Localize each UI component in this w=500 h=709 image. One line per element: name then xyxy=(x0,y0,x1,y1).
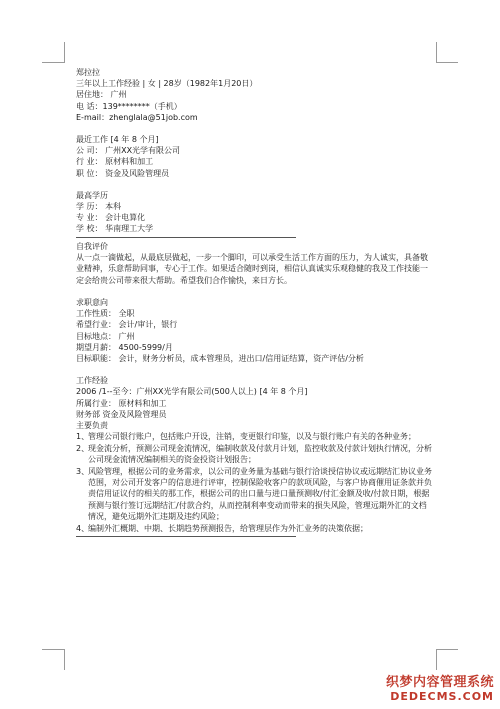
recent-industry: 行 业： 原材料和加工 xyxy=(76,157,154,167)
recent-company: 公 司： 广州XX光学有限公司 xyxy=(76,146,181,156)
crop-mark xyxy=(436,649,437,670)
duty-text: 编制外汇概期、中期、长期趋势预测报告，给管理层作为外汇业务的决策依据； xyxy=(88,523,368,533)
intent-industry: 希望行业： 会计/审计，银行 xyxy=(76,320,178,330)
crop-mark xyxy=(42,649,64,650)
intent-function: 目标职能： 会计，财务分析员，成本管理员，进出口/信用证结算，资产评估/分析 xyxy=(76,354,364,364)
crop-mark xyxy=(436,62,458,63)
duty-text: 风险管理，根据公司的业务需求，以公司的业务量为基础与银行洽谈授信协议或远期结汇协议业务范围，对公司开发客户的信息进行评审，控制保险收客户的款项风险，与客户协商催用证条款并负责信用证议付的相关的那工作，根据公司的出口量与进口量预测收/付汇金额及收/付款日期，根据预测与银行签订远期结汇/付款合约，从而控制利率变动而带来的损失风险，管理远期外汇的文档情况，避免远期外汇违期及违约风险； xyxy=(88,466,432,522)
watermark-line1: 织梦内容管理系统 xyxy=(385,675,494,690)
intent-salary: 期望月薪： 4500-5999/月 xyxy=(76,342,173,352)
experience-period: 2006 /1--至今：广州XX光学有限公司(500人以上) [4 年 8 个月] xyxy=(76,387,308,397)
recent-job-heading: 最近工作 [4 年 8 个月] xyxy=(76,135,159,145)
intent-type: 工作性质： 全职 xyxy=(76,309,135,319)
residence: 居住地： 广州 xyxy=(76,90,127,100)
duty-number: 1、 xyxy=(76,432,90,442)
watermark xyxy=(386,671,494,703)
duty-number: 3、 xyxy=(76,466,90,476)
crop-mark xyxy=(436,649,458,650)
duty-item xyxy=(76,431,432,442)
recent-position: 职 位： 资金及风险管理员 xyxy=(76,168,170,178)
duty-text: 现金流分析，预测公司现金流情况，编制收款及付款月计划，监控收款及付款计划执行情况，分析公司现金流情况编制相关的资金投资计划报告； xyxy=(88,443,432,465)
duty-text: 管理公司银行账户，包括账户开设，注销，变更银行印鉴，以及与银行账户有关的各种业务； xyxy=(88,432,416,442)
experience-heading: 工作经验 xyxy=(76,376,108,386)
duty-item xyxy=(76,523,432,534)
candidate-summary: 三年以上工作经验 | 女 | 28岁（1982年1月20日） xyxy=(76,79,258,89)
crop-mark xyxy=(42,62,64,63)
education-degree: 学 历： 本科 xyxy=(76,202,122,212)
duties-heading: 主要负责 xyxy=(76,421,108,431)
experience-industry: 所属行业： 原材料和加工 xyxy=(76,398,167,408)
experience-dept: 财务部 资金及风险管理员 xyxy=(76,409,167,419)
duty-number: 4、 xyxy=(76,523,90,533)
duty-number: 2、 xyxy=(76,443,90,453)
education-major: 专 业： 会计电算化 xyxy=(76,213,146,223)
crop-mark xyxy=(64,42,65,63)
self-eval-heading: 自我评价 xyxy=(76,241,108,251)
education-heading: 最高学历 xyxy=(76,190,108,200)
duty-item xyxy=(76,443,432,466)
intent-location: 目标地点： 广州 xyxy=(76,331,135,341)
duty-item xyxy=(76,466,432,523)
section-divider xyxy=(76,536,296,537)
candidate-name: 郑拉拉 xyxy=(76,68,100,77)
crop-mark xyxy=(64,649,65,670)
email: E-mail：zhenglala@51job.com xyxy=(76,112,198,122)
resume-content xyxy=(76,67,432,540)
education-school: 学 校： 华南理工大学 xyxy=(76,224,154,234)
self-eval-text: 从一点一滴做起，从最底层做起，一步一个脚印，可以承受生活工作方面的压力，为人诚实，具备敬业精神，乐意帮助同事，专心于工作。如果适合随时到岗，相信认真诚实乐观稳健的我及工作技能一定会给贵公司带来很大帮助。希望我们合作愉快，来日方长。 xyxy=(76,252,428,285)
intent-heading: 求职意向 xyxy=(76,298,108,308)
section-divider xyxy=(76,237,296,238)
crop-mark xyxy=(436,42,437,63)
watermark-line2: DEDECMS.COM xyxy=(390,690,494,703)
phone: 电 话：139********（手机） xyxy=(76,101,182,111)
